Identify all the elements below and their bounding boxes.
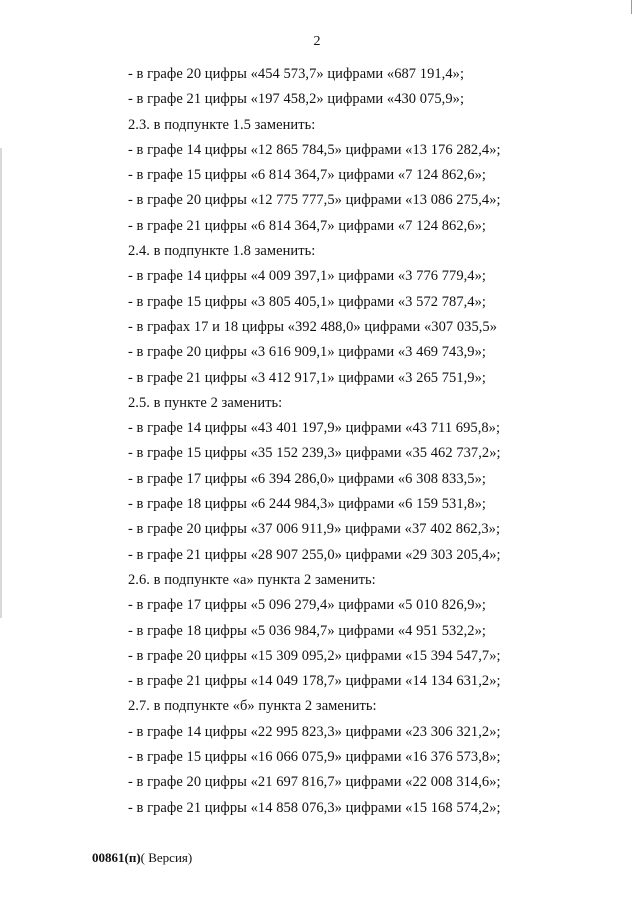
document-line: 2.3. в подпункте 1.5 заменить: [128,116,316,133]
document-line: 2.5. в пункте 2 заменить: [128,394,283,411]
document-footer [92,850,192,866]
document-line: - в графе 20 цифры «15 309 095,2» цифрами «15 394 547,7»; [128,647,501,664]
document-line: - в графе 20 цифры «21 697 816,7» цифрами «22 008 314,6»; [128,774,501,791]
document-line: - в графах 17 и 18 цифры «392 488,0» цифрами «307 035,5» [128,318,498,335]
document-line: - в графе 21 цифры «28 907 255,0» цифрами «29 303 205,4»; [128,546,501,563]
document-line: 2.7. в подпункте «б» пункта 2 заменить: [128,698,377,715]
document-line: - в графе 15 цифры «3 805 405,1» цифрами «3 572 787,4»; [128,293,486,310]
document-line: - в графе 21 цифры «6 814 364,7» цифрами «7 124 862,6»; [128,217,486,234]
document-code: 00861(п) [92,850,141,865]
document-line: - в графе 18 цифры «6 244 984,3» цифрами «6 159 531,8»; [128,496,486,513]
document-line: - в графе 20 цифры «3 616 909,1» цифрами «3 469 743,9»; [128,344,486,361]
document-line: - в графе 21 цифры «14 049 178,7» цифрами «14 134 631,2»; [128,673,501,690]
document-line: - в графе 15 цифры «16 066 075,9» цифрами «16 376 573,8»; [128,749,501,766]
document-line: - в графе 21 цифры «14 858 076,3» цифрами «15 168 574,2»; [128,799,501,816]
document-line: - в графе 17 цифры «5 096 279,4» цифрами «5 010 826,9»; [128,597,486,614]
document-line: - в графе 21 цифры «3 412 917,1» цифрами «3 265 751,9»; [128,369,486,386]
document-line: 2.6. в подпункте «а» пункта 2 заменить: [128,571,376,588]
document-version: ( Версия) [140,850,193,865]
document-line: - в графе 17 цифры «6 394 286,0» цифрами «6 308 833,5»; [128,470,486,487]
scan-edge-mark [0,148,2,618]
document-line: - в графе 21 цифры «197 458,2» цифрами «430 075,9»; [128,91,465,108]
document-line: - в графе 14 цифры «22 995 823,3» цифрами «23 306 321,2»; [128,723,501,740]
document-line: - в графе 20 цифры «12 775 777,5» цифрами «13 086 275,4»; [128,192,501,209]
document-line: - в графе 15 цифры «6 814 364,7» цифрами «7 124 862,6»; [128,167,486,184]
document-line: - в графе 15 цифры «35 152 239,3» цифрами «35 462 737,2»; [128,445,501,462]
document-line: - в графе 20 цифры «454 573,7» цифрами «687 191,4»; [128,66,465,82]
document-line: - в графе 14 цифры «4 009 397,1» цифрами «3 776 779,4»; [128,268,486,285]
document-line: - в графе 14 цифры «43 401 197,9» цифрами «43 711 695,8»; [128,420,501,437]
scan-corner-mark [631,0,632,14]
document-line: - в графе 14 цифры «12 865 784,5» цифрами «13 176 282,4»; [128,141,501,158]
page-number: 2 [313,34,321,49]
document-body [128,62,568,821]
document-line: - в графе 20 цифры «37 006 911,9» цифрами «37 402 862,3»; [128,521,501,538]
document-line: 2.4. в подпункте 1.8 заменить: [128,243,316,260]
document-line: - в графе 18 цифры «5 036 984,7» цифрами «4 951 532,2»; [128,622,486,639]
